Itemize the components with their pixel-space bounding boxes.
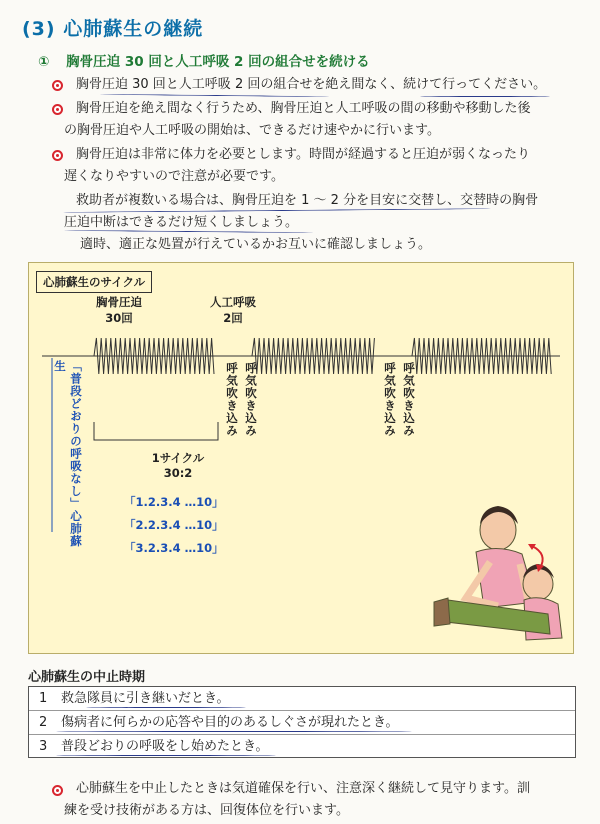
cycle-caption: 1サイクル 30:2: [151, 451, 205, 480]
closing-line-1: 心肺蘇生を中止したときは気道確保を行い、注意深く継続して見守ります。訓: [76, 781, 530, 796]
rescuer-illustration: [434, 506, 562, 640]
compression-wave-2: [252, 338, 374, 374]
list-item: 2 傷病者に何らかの応答や目的のあるしぐさが現れたとき。: [29, 711, 575, 735]
count-line-2: 「2.2.3.4 …10」: [124, 518, 224, 532]
side-note: 「普段どおりの呼吸なし」心肺蘇生: [53, 360, 83, 548]
red-bullet-icon: [52, 150, 63, 161]
breath-text-1: 呼気吹き込み: [244, 362, 258, 437]
red-bullet-icon: [52, 104, 63, 115]
breath-text-2b: 呼気吹き込み: [383, 362, 397, 437]
handwritten-underline: [56, 755, 276, 756]
section-title: (3) 心肺蘇生の継続: [22, 18, 204, 40]
paragraph-3-line-4: 圧迫中断はできるだけ短くしましょう。: [64, 215, 299, 230]
paragraph-3-line-5: 適時、適正な処置が行えているかお互いに確認しましょう。: [80, 237, 432, 252]
paragraph-2-line-2: の胸骨圧迫や人工呼吸の開始は、できるだけ速やかに行います。: [64, 123, 440, 138]
paragraph-3-line-1: 胸骨圧迫は非常に体力を必要とします。時間が経過すると圧迫が弱くなったり: [76, 147, 530, 162]
handwritten-underline: [86, 707, 246, 708]
ventilation-label: 人工呼吸 2回: [210, 295, 256, 325]
paragraph-2-line-1: 胸骨圧迫を絶え間なく行うため、胸骨圧迫と人工呼吸の間の移動や移動した後: [76, 101, 531, 116]
subsection-title: [38, 50, 370, 70]
red-bullet-icon: [52, 80, 63, 91]
count-line-3: 「3.2.3.4 …10」: [124, 541, 224, 555]
paragraph-3-line-2: 遅くなりやすいので注意が必要です。: [64, 169, 284, 184]
list-item: 3 普段どおりの呼吸をし始めたとき。: [39, 739, 269, 754]
breath-text-2: 呼気吹き込み: [402, 362, 416, 437]
list-item: 1 救急隊員に引き継いだとき。: [29, 687, 575, 711]
closing-line-2: 練を受け技術がある方は、回復体位を行います。: [64, 803, 349, 818]
cycle-figure-label: 心肺蘇生のサイクル: [36, 271, 152, 293]
compression-label: 胸骨圧迫 30回: [96, 295, 142, 325]
cycle-bracket: [94, 422, 218, 440]
subsection-number: ①: [38, 54, 50, 70]
stop-section-title: 心肺蘇生の中止時期: [28, 670, 146, 685]
handwritten-underline: [420, 96, 550, 97]
red-bullet-icon: [52, 785, 63, 796]
stop-list: [28, 686, 576, 758]
count-line-1: 「1.2.3.4 …10」: [124, 495, 224, 509]
subsection-text: 胸骨圧迫 30 回と人工呼吸 2 回の組合せを続ける: [66, 54, 370, 70]
cycle-diagram: [28, 262, 574, 654]
paragraph-1-line-1: 胸骨圧迫 30 回と人工呼吸 2 回の組合せを絶え間なく、続けて行ってください。: [76, 77, 547, 92]
breath-text-1b: 呼気吹き込み: [225, 362, 239, 437]
paragraph-3-line-3: 救助者が複数いる場合は、胸骨圧迫を 1 ～ 2 分を目安に交替し、交替時の胸骨: [76, 193, 539, 208]
